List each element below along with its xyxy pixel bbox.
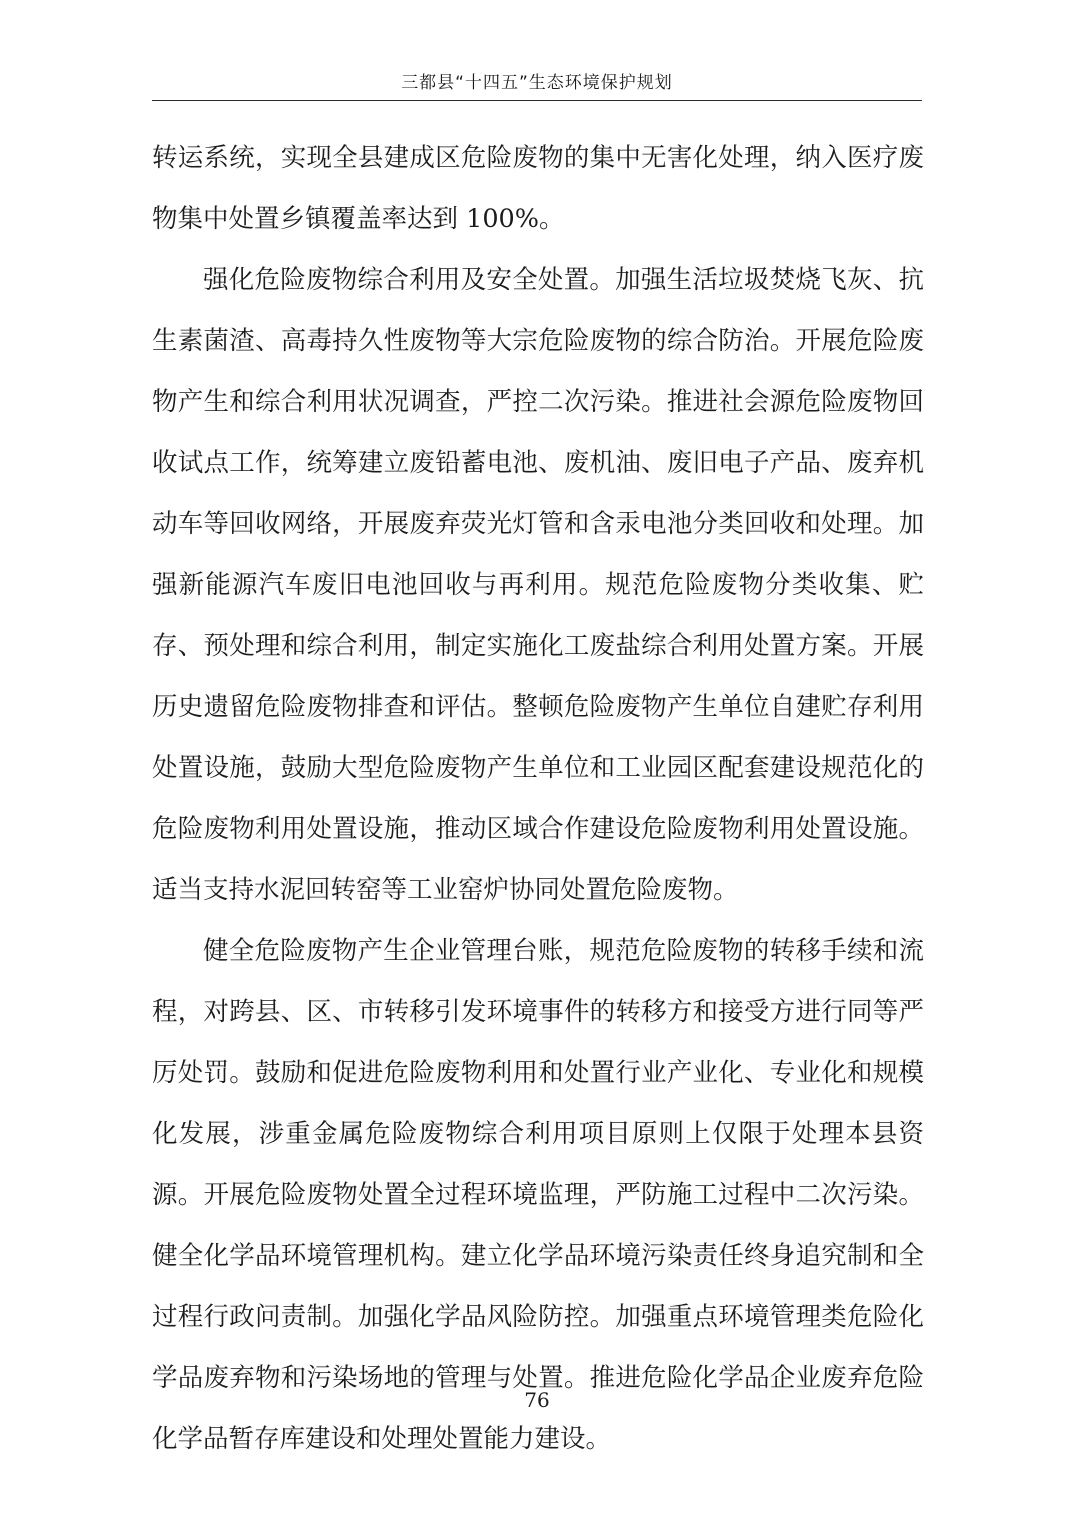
page-number: 76 [524,1388,550,1412]
page-header: 三都县“十四五”生态环境保护规划 [401,73,673,93]
paragraph-1: 转运系统，实现全县建成区危险废物的集中无害化处理，纳入医疗废物集中处置乡镇覆盖率达到 100%。 [152,143,924,234]
header-divider [152,100,922,101]
paragraph-2: 强化危险废物综合利用及安全处置。加强生活垃圾焚烧飞灰、抗生素菌渣、高毒持久性废物等大宗危险废物的综合防治。开展危险废物产生和综合利用状况调查，严控二次污染。推进社会源危险废物回收试点工作，统筹建立废铅蓄电池、废机油、废旧电子产品、废弃机动车等回收网络，开展废弃荧光灯管和含汞电池分类回收和处理。加强新能源汽车废旧电池回收与再利用。规范危险废物分类收集、贮存、预处理和综合利用，制定实施化工废盐综合利用处置方案。开展历史遗留危险废物排查和评估。整顿危险废物产生单位自建贮存利用处置设施，鼓励大型危险废物产生单位和工业园区配套建设规范化的危险废物利用处置设施，推动区域合作建设危险废物利用处置设施。适当支持水泥回转窑等工业窑炉协同处置危险废物。 [152,265,924,905]
page-body [152,128,924,1470]
paragraph-3: 健全危险废物产生企业管理台账，规范危险废物的转移手续和流程，对跨县、区、市转移引发环境事件的转移方和接受方进行同等严厉处罚。鼓励和促进危险废物利用和处置行业产业化、专业化和规模化发展，涉重金属危险废物综合利用项目原则上仅限于处理本县资源。开展危险废物处置全过程环境监理，严防施工过程中二次污染。健全化学品环境管理机构。建立化学品环境污染责任终身追究制和全过程行政问责制。加强化学品风险防控。加强重点环境管理类危险化学品废弃物和污染场地的管理与处置。推进危险化学品企业废弃危险化学品暂存库建设和处理处置能力建设。 [152,936,924,1454]
